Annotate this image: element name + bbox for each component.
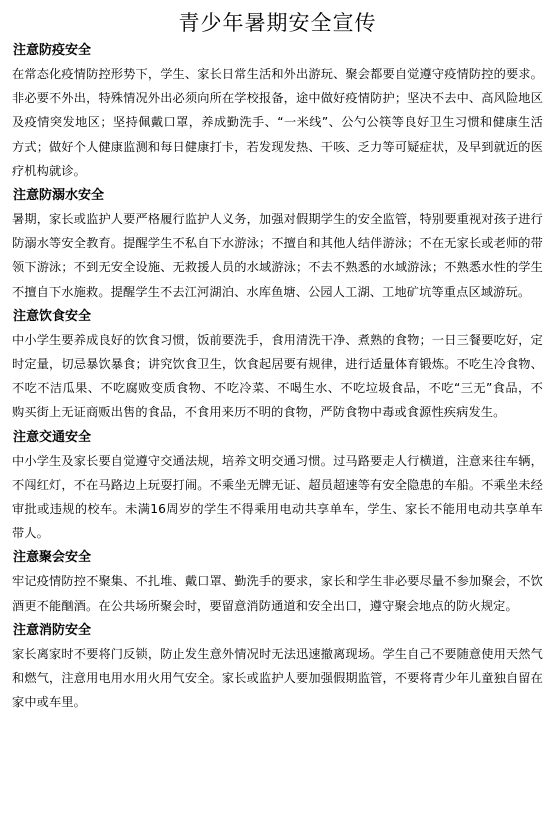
section-food-safety xyxy=(12,306,543,425)
section-heading: 注意交通安全 xyxy=(13,429,92,445)
section-heading: 注意消防安全 xyxy=(13,622,92,638)
section-drowning-safety xyxy=(12,185,543,304)
section-heading: 注意防疫安全 xyxy=(13,43,92,58)
section-heading: 注意聚会安全 xyxy=(13,550,92,566)
section-paragraph: 在常态化疫情防控形势下，学生、家长日常生活和外出游玩、聚会都要自觉遵守疫情防控的要求。非必要不外出，特殊情况外出必须向所在学校报备，途中做好疫情防护；坚决不去中、高风险地区及疫情突发地区；坚持佩戴口罩，养成勤洗手、“一米线”、公勺公筷等良好卫生习惯和健康生活方式；做好个人健康监测和每日健康打卡，若发现发热、干咳、乏力等可疑症状，及早到就近的医疗机构就诊。 xyxy=(12,67,543,178)
section-paragraph: 中小学生及家长要自觉遵守交通法规，培养文明交通习惯。过马路要走人行横道，注意来往车辆，不闯红灯，不在马路边上玩耍打闹。不乘坐无牌无证、超员超速等有安全隐患的车船。不乘坐未经审批或违规的校车。未满16周岁的学生不得乘用电动共享单车，学生、家长不能用电动共享单车带人。 xyxy=(12,453,543,541)
section-epidemic-safety xyxy=(12,40,543,183)
section-heading: 注意饮食安全 xyxy=(13,308,92,324)
section-gathering-safety xyxy=(12,547,543,617)
page-title: 青少年暑期安全宣传 xyxy=(178,11,377,35)
section-paragraph: 中小学生要养成良好的饮食习惯，饭前要洗手，食用清洗干净、煮熟的食物；一日三餐要吃好，定时定量，切忌暴饮暴食；讲究饮食卫生，饮食起居要有规律，进行适量体育锻炼。不吃生冷食物、不吃不洁瓜果、不吃腐败变质食物、不吃冷菜、不喝生水、不吃垃圾食品，不吃“三无”食品，不购买街上无证商贩出售的食品，不食用来历不明的食物，严防食物中毒或食源性疾病发生。 xyxy=(12,332,543,420)
section-traffic-safety xyxy=(12,427,543,546)
section-fire-safety xyxy=(12,620,543,715)
section-paragraph: 家长离家时不要将门反锁，防止发生意外情况时无法迅速撤离现场。学生自己不要随意使用天然气和燃气，注意用电用水用火用气安全。家长或监护人要加强假期监管，不要将青少年儿童独自留在家中或车里。 xyxy=(12,646,543,710)
section-paragraph: 牢记疫情防控不聚集、不扎堆、戴口罩、勤洗手的要求，家长和学生非必要尽量不参加聚会，不饮酒更不能酗酒。在公共场所聚会时，要留意消防通道和安全出口，遵守聚会地点的防火规定。 xyxy=(12,574,543,613)
section-paragraph: 暑期，家长或监护人要严格履行监护人义务，加强对假期学生的安全监管，特别要重视对孩子进行防溺水等安全教育。提醒学生不私自下水游泳；不擅自和其他人结伴游泳；不在无家长或老师的带领下游泳；不到无安全设施、无救援人员的水域游泳；不去不熟悉的水域游泳；不熟悉水性的学生不擅自下水施救。提醒学生不去江河湖泊、水库鱼塘、公园人工湖、工地矿坑等重点区域游玩。 xyxy=(12,212,543,299)
section-heading: 注意防溺水安全 xyxy=(13,188,105,204)
